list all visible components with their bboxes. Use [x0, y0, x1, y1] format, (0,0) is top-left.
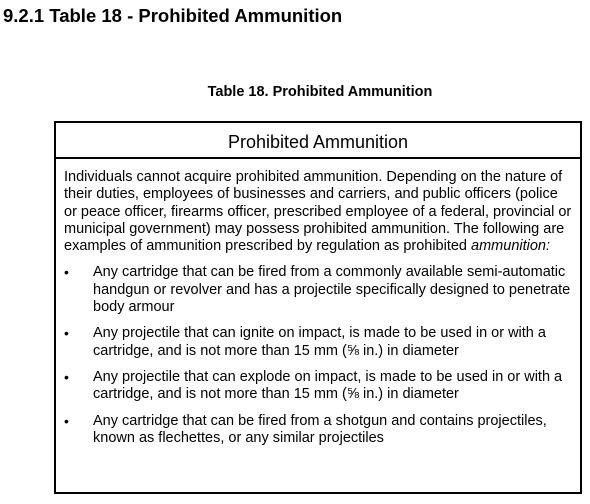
bullet-icon: •: [64, 368, 69, 385]
list-item: [64, 369, 572, 404]
intro-emphasis: ammunition:: [471, 238, 551, 255]
bullet-icon: •: [64, 412, 69, 429]
list-item: [64, 325, 572, 360]
bullet-list: [64, 264, 572, 447]
table-header: Prohibited Ammunition: [56, 123, 580, 159]
bullet-text: Any projectile that can ignite on impact, is made to be used in or with a cartridge, and is not more than 15 mm (⅝ in.) in diameter: [93, 325, 546, 359]
list-item: [64, 264, 572, 316]
table-body: [56, 159, 580, 447]
prohibited-ammunition-table: [54, 121, 582, 494]
bullet-text: Any cartridge that can be fired from a commonly available semi-automatic handgun or revolver and has a projectile specifically designed to penetrate body armour: [93, 264, 571, 316]
list-item: [64, 413, 572, 448]
intro-paragraph: [64, 169, 572, 255]
bullet-icon: •: [64, 264, 69, 281]
intro-text: Individuals cannot acquire prohibited ammunition. Depending on the nature of their duties, employees of businesses and carriers, and public officers (police or peace officer, firearms officer, prescribed employee of a federal, provincial or municipal government) may possess prohibited ammunition. The following are examples of ammunition prescribed by regulation as prohibited: [64, 169, 572, 255]
bullet-text: Any projectile that can explode on impact, is made to be used in or with a cartridge, and is not more than 15 mm (⅝ in.) in diameter: [93, 368, 563, 403]
bullet-icon: •: [64, 325, 69, 342]
table-caption: Table 18. Prohibited Ammunition: [207, 84, 433, 100]
bullet-text: Any cartridge that can be fired from a shotgun and contains projectiles, known as flechettes, or any similar projectiles: [93, 412, 547, 446]
section-heading: 9.2.1 Table 18 - Prohibited Ammunition: [3, 5, 343, 26]
